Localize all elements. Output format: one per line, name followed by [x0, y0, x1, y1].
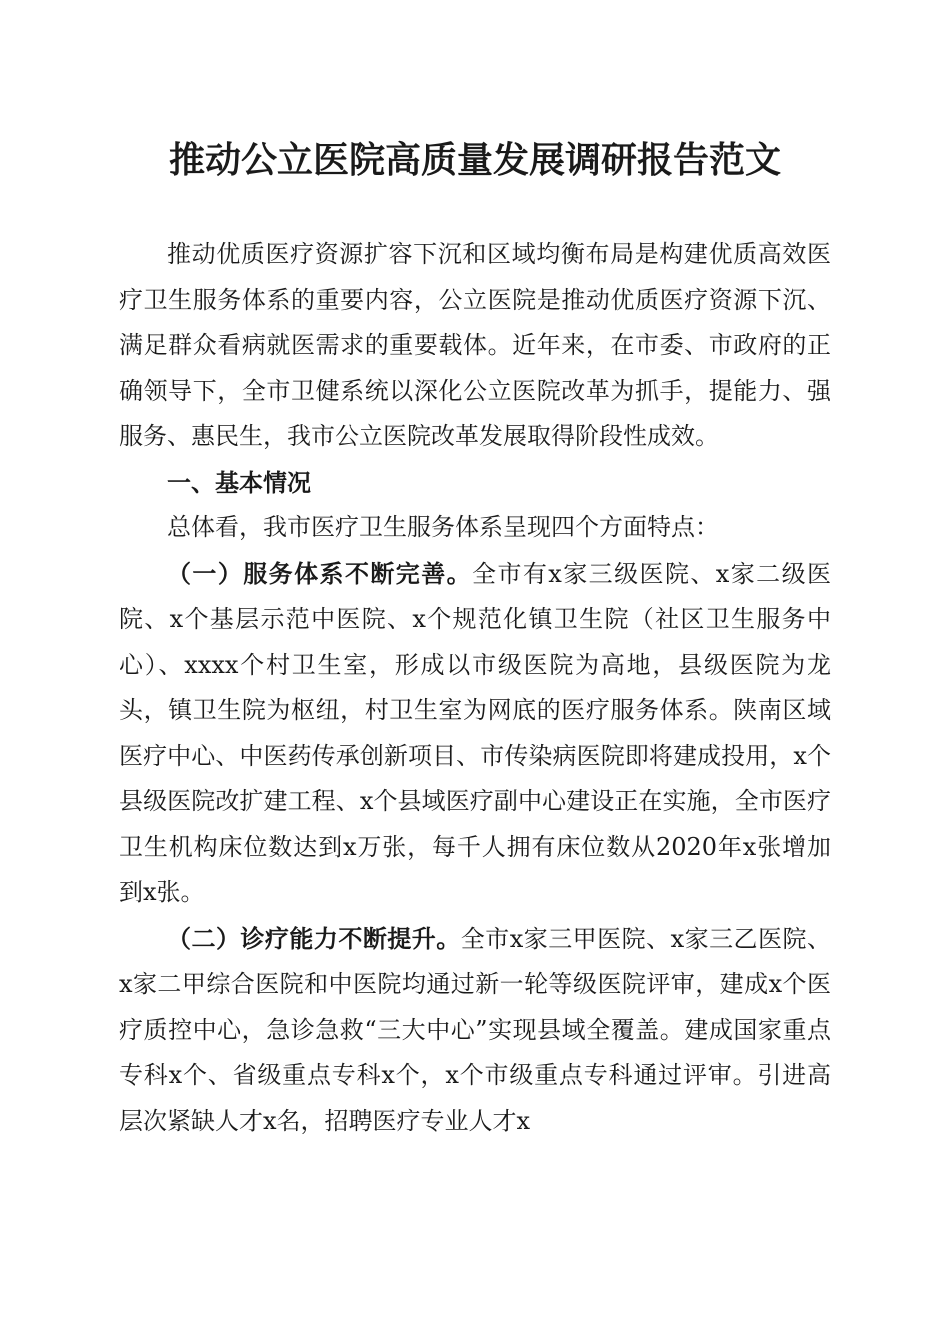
- section-heading-basic-situation: 一、基本情况: [167, 467, 311, 497]
- point-1-text: 全市有x家三级医院、x家二级医院、x个基层示范中医院、x个规范化镇卫生院（社区卫生服务中心）、xxxx个村卫生室，形成以市级医院为高地，县级医院为龙头，镇卫生院为枢纽，村卫生室为网底的医疗服务体系。陕南区域医疗中心、中医药传承创新项目、市传染病医院即将建成投用，x个县级医院改扩建工程、x个县域医疗副中心建设正在实施，全市医疗卫生机构床位数达到x万张，每千人拥有床位数从2020年x张增加到x张。: [119, 559, 831, 906]
- point-1-lead: （一）服务体系不断完善。: [167, 558, 473, 588]
- point-2-lead: （二）诊疗能力不断提升。: [167, 923, 461, 953]
- document-body: [119, 232, 831, 1144]
- point-2-paragraph: [119, 916, 831, 1145]
- point-1-paragraph: [119, 551, 831, 916]
- section-summary-paragraph: 总体看，我市医疗卫生服务体系呈现四个方面特点：: [167, 513, 719, 541]
- document-title: 推动公立医院高质量发展调研报告范文: [168, 139, 781, 181]
- point-2-text: 全市x家三甲医院、x家三乙医院、x家二甲综合医院和中医院均通过新一轮等级医院评审，建成x个医疗质控中心，急诊急救“三大中心”实现县域全覆盖。建成国家重点专科x个、省级重点专科x个，x个市级重点专科通过评审。引进高层次紧缺人才x名，招聘医疗专业人才x: [119, 924, 831, 1135]
- intro-paragraph: 推动优质医疗资源扩容下沉和区域均衡布局是构建优质高效医疗卫生服务体系的重要内容，公立医院是推动优质医疗资源下沉、满足群众看病就医需求的重要载体。近年来，在市委、市政府的正确领导下，全市卫健系统以深化公立医院改革为抓手，提能力、强服务、惠民生，我市公立医院改革发展取得阶段性成效。: [119, 240, 831, 450]
